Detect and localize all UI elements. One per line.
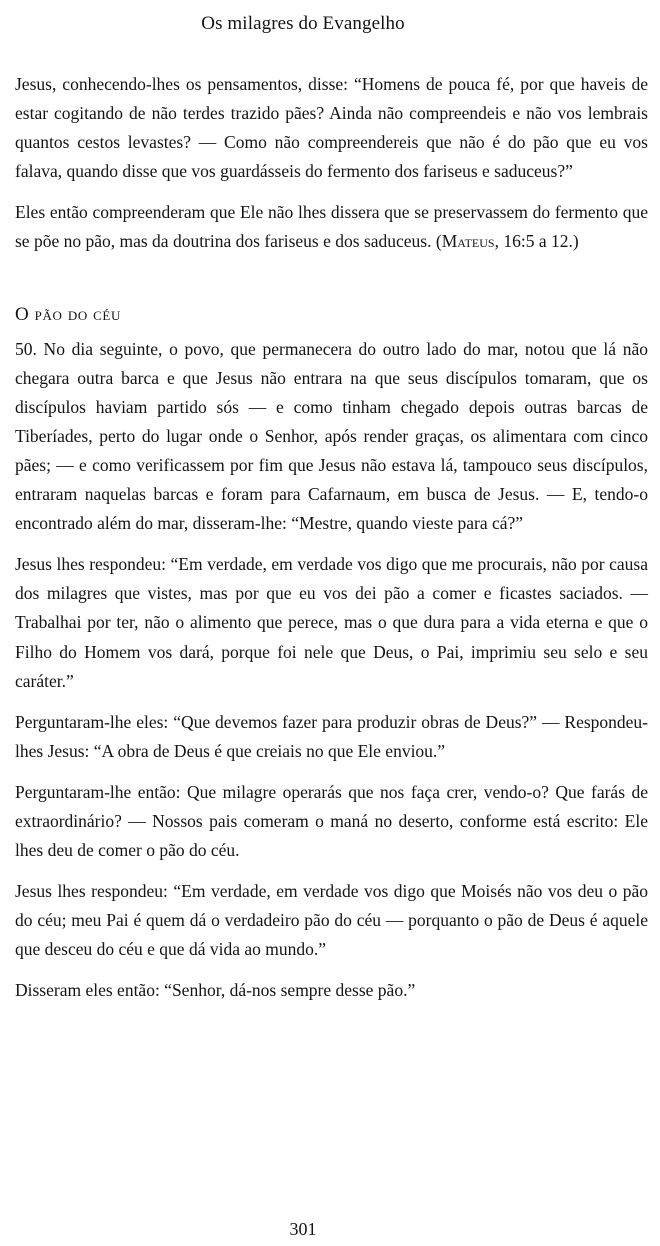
page-number: 301 [289,1219,317,1239]
paragraph-section-4: Perguntaram-lhe então: Que milagre operarás que nos faça crer, vendo-o? Que farás de extraordinário? — Nossos pais comeram o maná no deserto, conforme está escrito: Ele lhes deu de comer o pão do céu. [15,781,648,861]
paragraph-section-2: Jesus lhes respondeu: “Em verdade, em verdade vos digo que me procurais, não por causa dos milagres que vistes, mas por que eu vos dei pão a comer e ficastes saciados. — Trabalhai por ter, não o alimento que perece, mas o que dura para a vida eterna e que o Filho do Homem vos dará, porque foi nele que Deus, o Pai, imprimiu seu selo e seu caráter.” [15,554,648,691]
paragraph-opening-1: Jesus, conhecendo-lhes os pensamentos, disse: “Homens de pouca fé, por que haveis de estar cogitando de não terdes trazido pães? Ainda não compreendeis e não vos lembrais quantos cestos levastes? — Como não compreendereis que não é do pão que eu vos falava, quando disse que vos guardásseis do fermento dos fariseus e saduceus?” [15,74,648,182]
paragraph-section-1: 50. No dia seguinte, o povo, que permanecera do outro lado do mar, notou que lá não chegara outra barca e que Jesus não entrara na que seus discípulos tomaram, que os discípulos haviam partido sós — e como tinham chegado depois outras barcas de Tiberíades, perto do lugar onde o Senhor, após render graças, os alimentara com cinco pães; — e como verificassem por fim que Jesus não estava lá, tampouco seus discípulos, entraram naquelas barcas e foram para Cafarnaum, em busca de Jesus. — E, tendo-o encontrado além do mar, disseram-lhe: “Mestre, quando vieste para cá?” [15,338,648,534]
section-title: O pão do céu [15,303,121,325]
scripture-reference [436,231,579,251]
reference-verses: , 16:5 a 12.) [494,231,579,252]
paragraph-section-5: Jesus lhes respondeu: “Em verdade, em verdade vos digo que Moisés não vos deu o pão do céu; meu Pai é quem dá o verdadeiro pão do céu — porquanto o pão de Deus é aquele que desceu do céu e que dá vida ao mundo.” [15,881,648,960]
reference-book-name: Mateus [441,231,495,252]
reference-open-paren: ( [435,231,442,252]
paragraph-section-3: Perguntaram-lhe eles: “Que devemos fazer para produzir obras de Deus?” — Respondeu-lhes Jesus: “A obra de Deus é que creiais no que Ele enviou.” [15,711,648,761]
running-head: Os milagres do Evangelho [201,13,405,34]
paragraph-opening-2-text: Eles então compreenderam que Ele não lhes dissera que se preservassem do fermento que se põe no pão, mas da doutrina dos fariseus e dos saduceus. [15,202,648,252]
paragraph-opening-2 [15,198,648,256]
paragraph-section-6: Disseram eles então: “Senhor, dá-nos sempre desse pão.” [15,980,416,1001]
page-body [15,70,648,1018]
